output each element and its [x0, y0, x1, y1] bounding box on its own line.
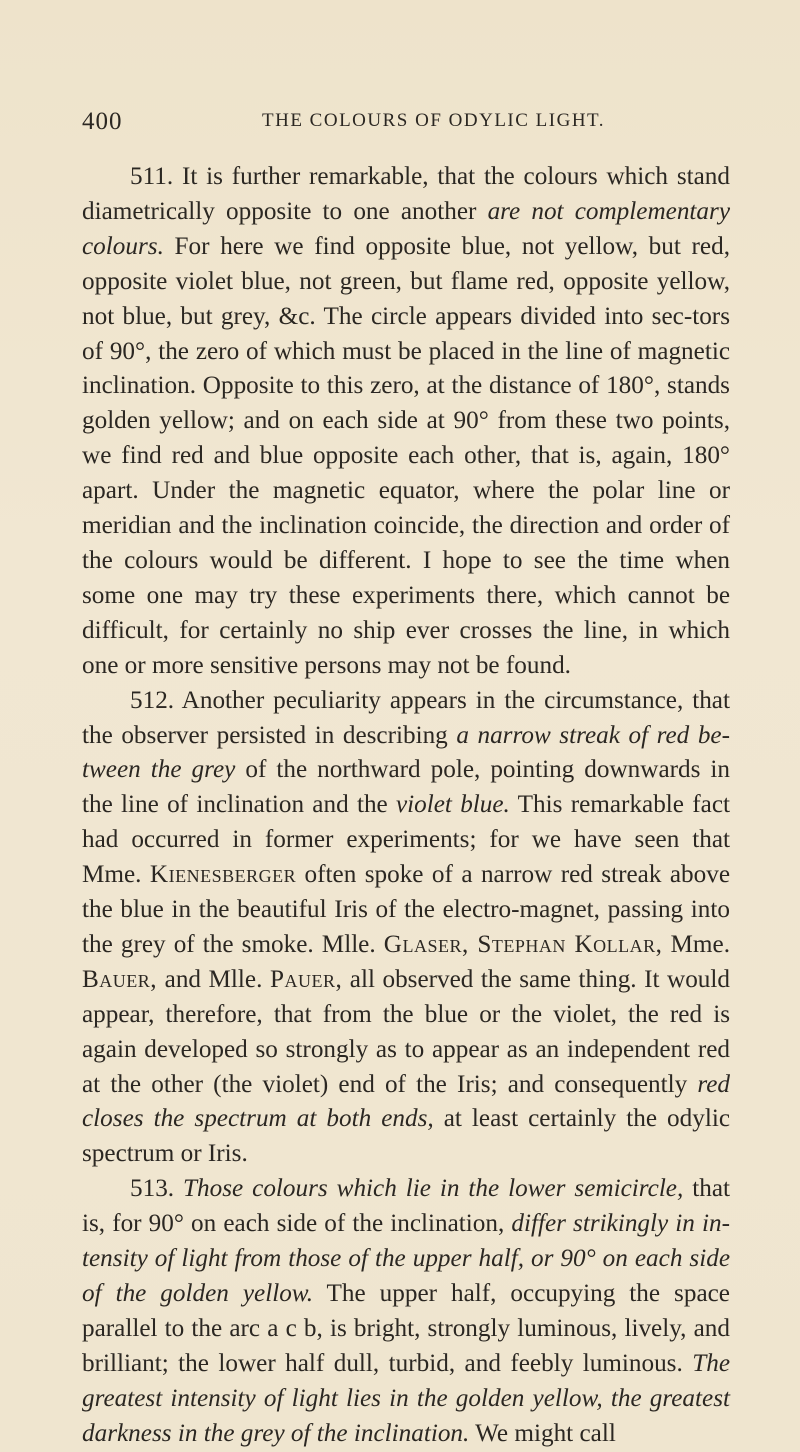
text-run: a narrow streak of red be-tween the grey	[82, 721, 730, 784]
text-run: often spoke of a narrow red streak above the blue in the beautiful Iris of the electro-magnet, passing into the grey of the smoke. Mlle.	[82, 861, 731, 958]
text-run: at least certainly the odylic spectrum or Iris.	[82, 1105, 731, 1168]
text-run: Glaser, Stephan Kollar,	[383, 930, 663, 958]
text-run: For here we find opposite blue, not yellow, but red, opposite violet blue, not green, but flame red, opposite yellow, not blue, but grey, &c. The circle appears divided into sec-tors of 90°, the zero of which must be placed in the line of magnetic inclination. Opposite to this zero, at the distance of 180°, stands golden yellow; and on each side at 90° from these two points, we find red and blue opposite each other, that is, again, 180° apart. Under the magnetic equator, where the polar line or meridian and the inclination coincide, the direction and order of the colours would be different. I hope to see the time when some one may try these experiments there, which cannot be difficult, for certainly no ship ever crosses the line, in which one or more sensitive persons may not be found.	[82, 232, 730, 679]
text-run: all observed the same thing. It would appear, therefore, that from the blue or the violet, the red is again developed so strongly as to appear as an independent red at the other (the violet) end of the Iris; and consequently	[82, 965, 730, 1098]
paragraph-512	[82, 684, 730, 1173]
text-run: Kienesberger	[149, 861, 297, 889]
paragraph-513	[82, 1172, 730, 1451]
text-run: Mme.	[662, 930, 730, 958]
text-run: This remarkable fact had occurred in former experiments; for we have seen that Mme.	[82, 791, 730, 889]
text-run: red closes the spectrum at both ends,	[82, 1070, 730, 1133]
body-text	[82, 160, 730, 1452]
paragraph-511	[82, 160, 730, 684]
page-header	[82, 108, 732, 138]
text-run: 512. Another peculiarity appears in the circumstance, that the observer persisted in describing	[82, 686, 730, 749]
text-run: Those colours which lie in the lower semicircle,	[183, 1175, 684, 1203]
text-run: violet blue.	[395, 791, 510, 819]
text-run: The upper half, occupying the space parallel to the arc a c b, is bright, strongly luminous, lively, and brilliant; the lower half dull, turbid, and feebly luminous.	[82, 1280, 730, 1377]
text-run: are not complementary colours.	[82, 197, 730, 260]
text-run: and Mlle.	[157, 965, 270, 993]
text-run: Pauer,	[269, 965, 343, 993]
text-run: that is, for 90° on each side of the inclination,	[82, 1175, 731, 1238]
text-run: We might call	[469, 1419, 616, 1447]
running-head: THE COLOURS OF ODYLIC LIGHT.	[262, 110, 605, 131]
text-run: differ strikingly in in-tensity of light from those of the upper half, or 90° on each side of the golden yellow.	[82, 1210, 730, 1307]
text-run: of the northward pole, pointing downwards in the line of inclination and the	[82, 756, 731, 819]
text-run: 513.	[130, 1175, 184, 1203]
text-run: 511. It is further remarkable, that the colours which stand diametrically opposite to one another	[82, 163, 730, 225]
text-run: Bauer,	[82, 965, 158, 993]
page-number: 400	[82, 108, 123, 135]
text-run: The greatest intensity of light lies in the golden yellow, the greatest darkness in the grey of the inclination.	[82, 1349, 730, 1447]
